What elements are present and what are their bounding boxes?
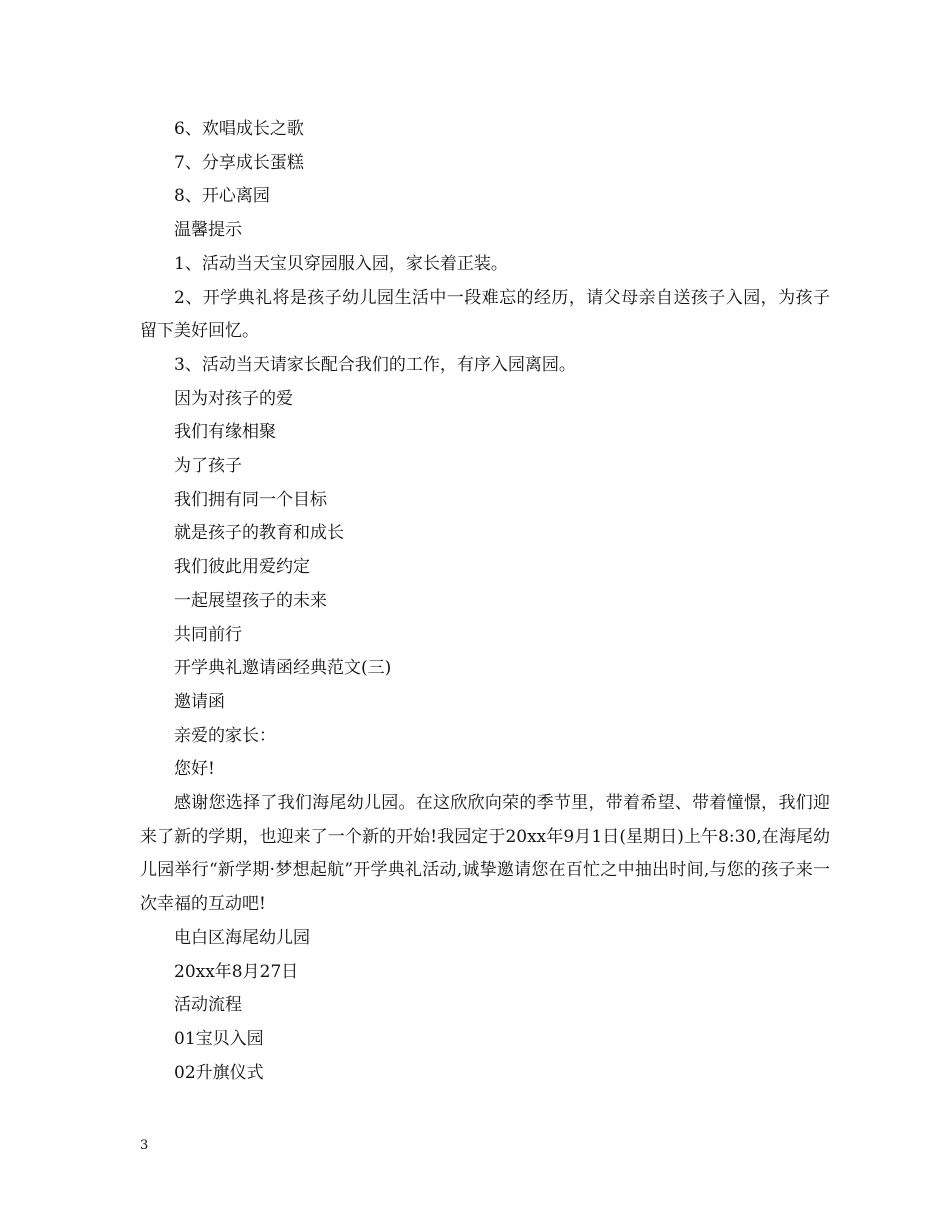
list-item: 6、欢唱成长之歌	[174, 119, 304, 139]
letter-greeting: 您好!	[174, 759, 215, 780]
list-item: 8、开心离园	[174, 186, 270, 207]
list-item: 1、活动当天宝贝穿园服入园，家长着正装。	[174, 253, 508, 274]
section-heading: 温馨提示	[174, 220, 242, 241]
document-body	[140, 113, 830, 1090]
list-item: 3、活动当天请家长配合我们的工作，有序入园离园。	[174, 354, 576, 375]
list-item: 02升旗仪式	[174, 1062, 264, 1083]
text-line: 我们彼此用爱约定	[174, 557, 310, 578]
section-heading: 开学典礼邀请函经典范文(三)	[174, 658, 392, 679]
text-line: 一起展望孩子的未来	[174, 590, 327, 611]
letter-title: 邀请函	[174, 691, 225, 712]
text-line: 我们有缘相聚	[174, 422, 276, 443]
letter-salutation: 亲爱的家长：	[174, 725, 276, 746]
text-line: 共同前行	[174, 624, 242, 645]
list-item: 01宝贝入园	[174, 1028, 264, 1049]
list-item: 2、开学典礼将是孩子幼儿园生活中一段难忘的经历，请父母亲自送孩子入园，为孩子留下美好回忆。	[140, 287, 830, 342]
list-item: 7、分享成长蛋糕	[174, 152, 304, 173]
text-line: 因为对孩子的爱	[174, 388, 293, 409]
text-line: 就是孩子的教育和成长	[174, 523, 344, 544]
section-heading: 活动流程	[174, 995, 242, 1016]
text-line: 我们拥有同一个目标	[174, 489, 327, 510]
letter-signature: 电白区海尾幼儿园	[174, 927, 310, 948]
text-line: 为了孩子	[174, 456, 242, 477]
page-number: 3	[140, 1138, 149, 1153]
letter-date: 20xx年8月27日	[174, 961, 299, 982]
letter-body-paragraph: 感谢您选择了我们海尾幼儿园。在这欣欣向荣的季节里，带着希望、带着憧憬，我们迎来了新的学期，也迎来了一个新的开始!我园定于20xx年9月1日(星期日)上午8:30,在海尾幼儿园举行“新学期·梦想起航”开学典礼活动,诚挚邀请您在百忙之中抽出时间,与您的孩子来一次幸福的互动吧!	[140, 793, 830, 915]
